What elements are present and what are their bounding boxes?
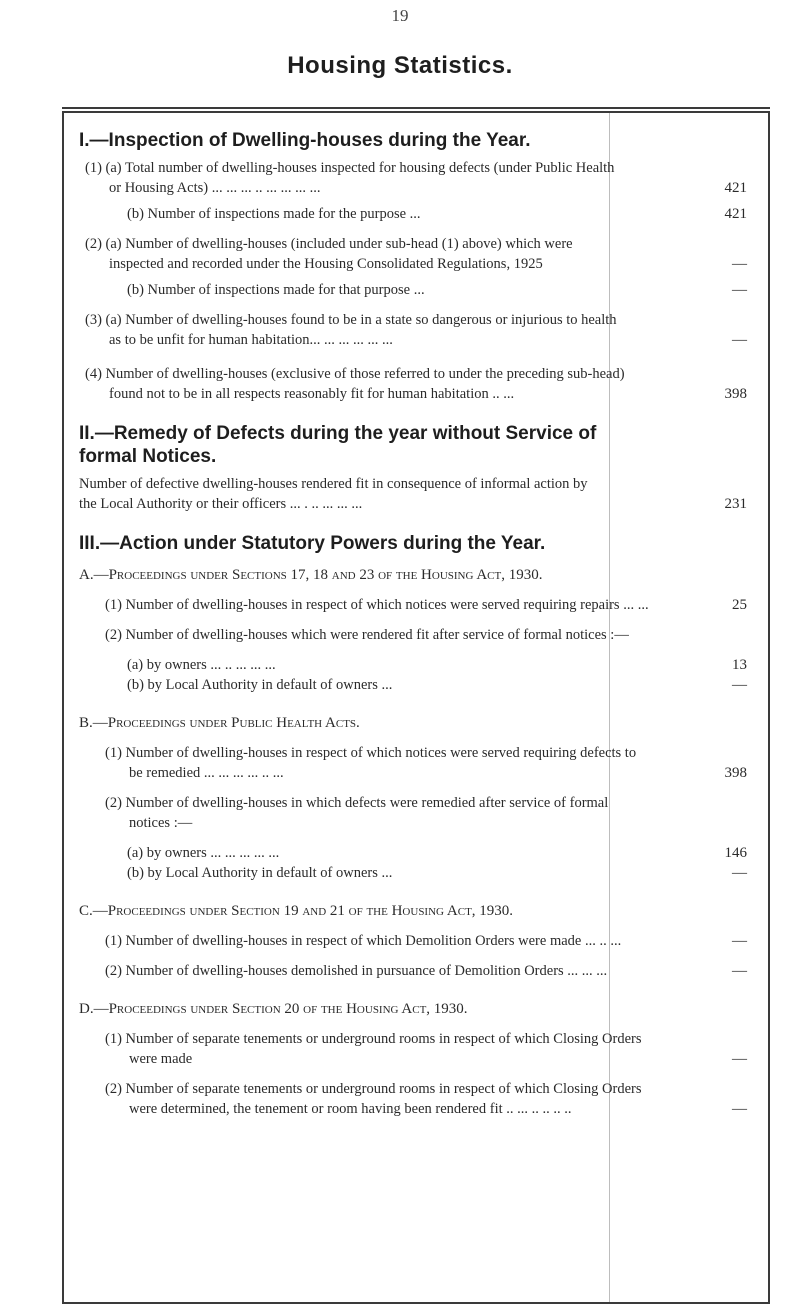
row-label: (b) by Local Authority in default of owners ... xyxy=(127,677,393,693)
row-label: Number of defective dwelling-houses rendered fit in consequence of informal action by the Local Authority or their officers ... . .. ... ... ... xyxy=(79,476,588,512)
table-row xyxy=(79,961,751,981)
table-row xyxy=(79,675,751,695)
table-row xyxy=(79,843,751,863)
section-3-heading: III.—Action under Statutory Powers during the Year. xyxy=(79,533,546,554)
subsection-c-heading: C.—Proceedings under Section 19 and 21 of the Housing Act, 1930. xyxy=(79,903,514,919)
table-row xyxy=(79,364,751,404)
row-value: — xyxy=(732,933,747,949)
row-value: — xyxy=(732,963,747,979)
section-2-heading: II.—Remedy of Defects during the year without Service of formal Notices. xyxy=(79,423,597,467)
row-label: (1) (a) Total number of dwelling-houses inspected for housing defects (under Public Health or Housing Acts) ... ... ... .. ... ... ... ... xyxy=(85,160,615,196)
row-value: — xyxy=(732,1051,747,1067)
table-row xyxy=(79,595,751,615)
table-row xyxy=(79,793,751,833)
row-label: (2) Number of dwelling-houses which were rendered fit after service of formal notices :— xyxy=(105,627,629,643)
table-row xyxy=(79,625,751,645)
row-value: — xyxy=(732,282,747,298)
statistics-table xyxy=(62,111,770,1304)
row-label: (b) by Local Authority in default of owners ... xyxy=(127,865,393,881)
table-content xyxy=(79,129,751,1119)
row-value: — xyxy=(732,256,747,272)
table-row xyxy=(79,310,751,350)
table-row xyxy=(79,234,751,274)
row-label: (2) (a) Number of dwelling-houses (included under sub-head (1) above) which were inspected and recorded under the Housing Consolidated Regulations, 1925 xyxy=(85,236,573,272)
table-row xyxy=(79,743,751,783)
row-label: (2) Number of dwelling-houses in which defects were remedied after service of formal notices :— xyxy=(105,795,609,831)
subsection-d-heading: D.—Proceedings under Section 20 of the Housing Act, 1930. xyxy=(79,1001,468,1017)
row-value: — xyxy=(732,1101,747,1117)
table-row xyxy=(79,1079,751,1119)
row-value: 398 xyxy=(724,386,747,402)
row-value: 421 xyxy=(724,180,747,196)
row-label: (b) Number of inspections made for that purpose ... xyxy=(127,282,425,298)
row-value: — xyxy=(732,865,747,881)
row-value: 231 xyxy=(724,496,747,512)
row-value: 13 xyxy=(732,657,747,673)
row-label: (2) Number of separate tenements or underground rooms in respect of which Closing Orders were determined, the tenement or room having been rendered fit .. ... .. .. .. .. xyxy=(105,1081,642,1117)
section-1-heading: I.—Inspection of Dwelling-houses during the Year. xyxy=(79,130,531,151)
row-label: (a) by owners ... .. ... ... ... xyxy=(127,657,276,673)
page-title: Housing Statistics. xyxy=(287,52,513,79)
row-label: (1) Number of dwelling-houses in respect of which notices were served requiring defects to be remedied ... ... ... ... .. ... xyxy=(105,745,637,781)
row-value: — xyxy=(732,332,747,348)
subsection-a-heading: A.—Proceedings under Sections 17, 18 and 23 of the Housing Act, 1930. xyxy=(79,567,543,583)
row-label: (2) Number of dwelling-houses demolished in pursuance of Demolition Orders ... ... ... xyxy=(105,963,608,979)
table-row xyxy=(79,863,751,883)
row-value: 146 xyxy=(724,845,747,861)
page-number: 19 xyxy=(391,6,409,25)
row-label: (b) Number of inspections made for the purpose ... xyxy=(127,206,421,222)
row-value: 398 xyxy=(724,765,747,781)
table-row xyxy=(79,474,751,514)
table-row xyxy=(79,158,751,198)
row-label: (1) Number of separate tenements or underground rooms in respect of which Closing Orders were made xyxy=(105,1031,642,1067)
row-value: 421 xyxy=(724,206,747,222)
row-label: (1) Number of dwelling-houses in respect of which notices were served requiring repairs ... ... xyxy=(105,597,649,613)
table-row xyxy=(79,204,751,224)
row-value: — xyxy=(732,677,747,693)
table-row xyxy=(79,280,751,300)
row-label: (4) Number of dwelling-houses (exclusive of those referred to under the preceding sub-head) found not to be in all respects reasonably fit for human habitation .. ... xyxy=(85,366,625,402)
table-row xyxy=(79,655,751,675)
row-label: (3) (a) Number of dwelling-houses found to be in a state so dangerous or injurious to health as to be unfit for human habitation... ... ... ... ... ... xyxy=(85,312,617,348)
subsection-b-heading: B.—Proceedings under Public Health Acts. xyxy=(79,715,360,731)
row-label: (1) Number of dwelling-houses in respect of which Demolition Orders were made ... .. ... xyxy=(105,933,622,949)
table-row xyxy=(79,1029,751,1069)
table-row xyxy=(79,931,751,951)
row-label: (a) by owners ... ... ... ... ... xyxy=(127,845,280,861)
row-value: 25 xyxy=(732,597,747,613)
